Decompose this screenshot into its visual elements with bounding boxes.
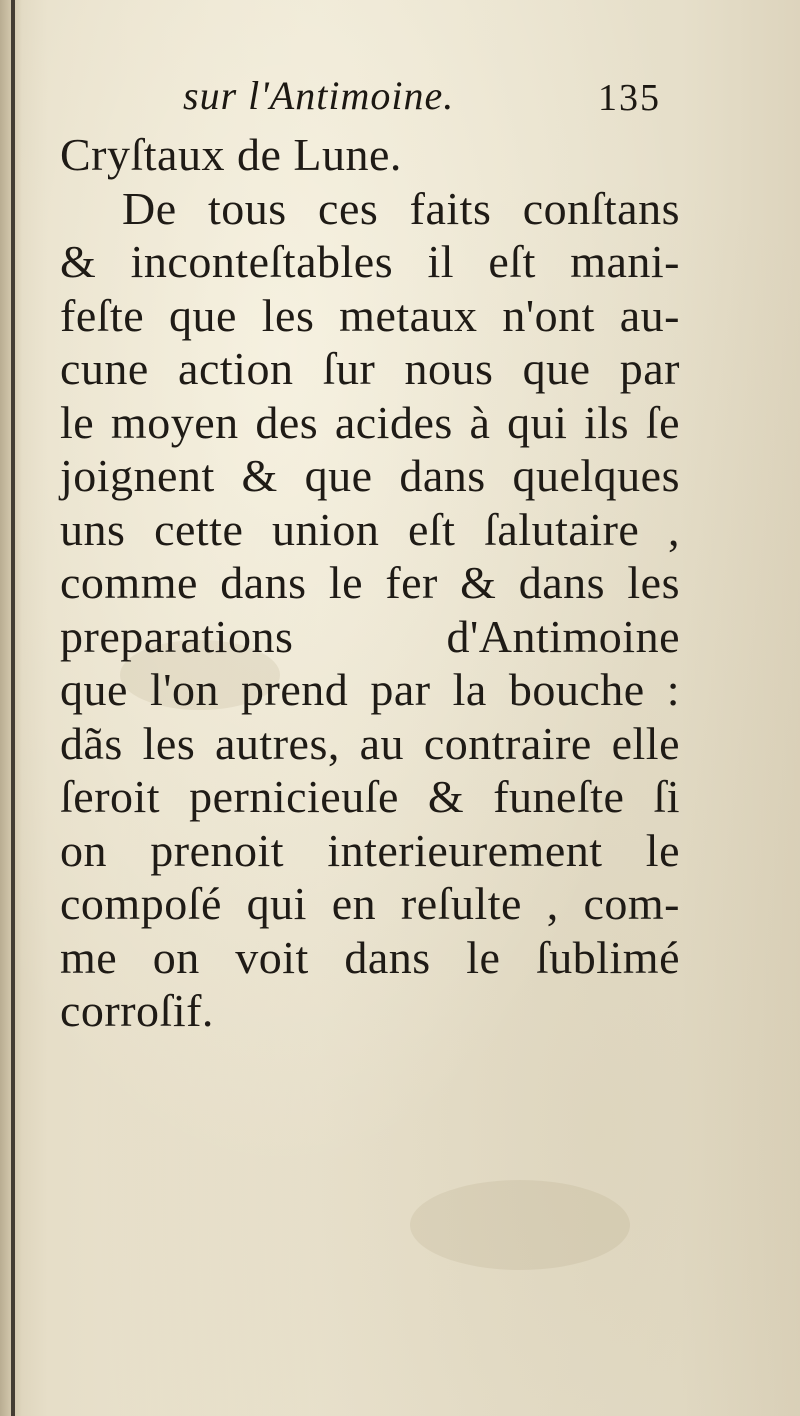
text-line: uns cette union eſt ſalutaire , xyxy=(60,503,680,555)
text-line: preparations d'Antimoine xyxy=(60,610,680,662)
text-line: & inconteſtables il eſt mani- xyxy=(60,236,680,287)
text-line: De tous ces faits conſtans xyxy=(122,182,680,234)
text-line: feſte que les metaux n'ont au- xyxy=(60,289,680,341)
body-text xyxy=(60,128,680,1038)
text-line: dãs les autres, au contraire elle xyxy=(60,717,680,769)
text-line: comme dans le fer & dans les xyxy=(60,557,680,608)
text-line: corroſif. xyxy=(60,985,214,1036)
text-line: me on voit dans le ſublimé xyxy=(60,931,680,983)
text-line: cune action ſur nous que par xyxy=(60,343,680,394)
text-line: Cryſtaux de Lune. xyxy=(60,129,402,180)
text-line: on prenoit interieurement le xyxy=(60,824,680,876)
text-line: que l'on prend par la bouche : xyxy=(60,664,680,715)
page-number: 135 xyxy=(598,77,661,119)
text-line: ſeroit pernicieuſe & funeſte ſi xyxy=(60,771,680,822)
paper-stain xyxy=(410,1180,630,1270)
text-line: joignent & que dans quelques xyxy=(60,450,680,501)
text-line: compoſé qui en reſulte , com- xyxy=(60,878,680,929)
binding-line xyxy=(11,0,15,1416)
running-head: sur l'Antimoine. xyxy=(183,73,455,118)
text-line: le moyen des acides à qui ils ſe xyxy=(60,396,680,448)
